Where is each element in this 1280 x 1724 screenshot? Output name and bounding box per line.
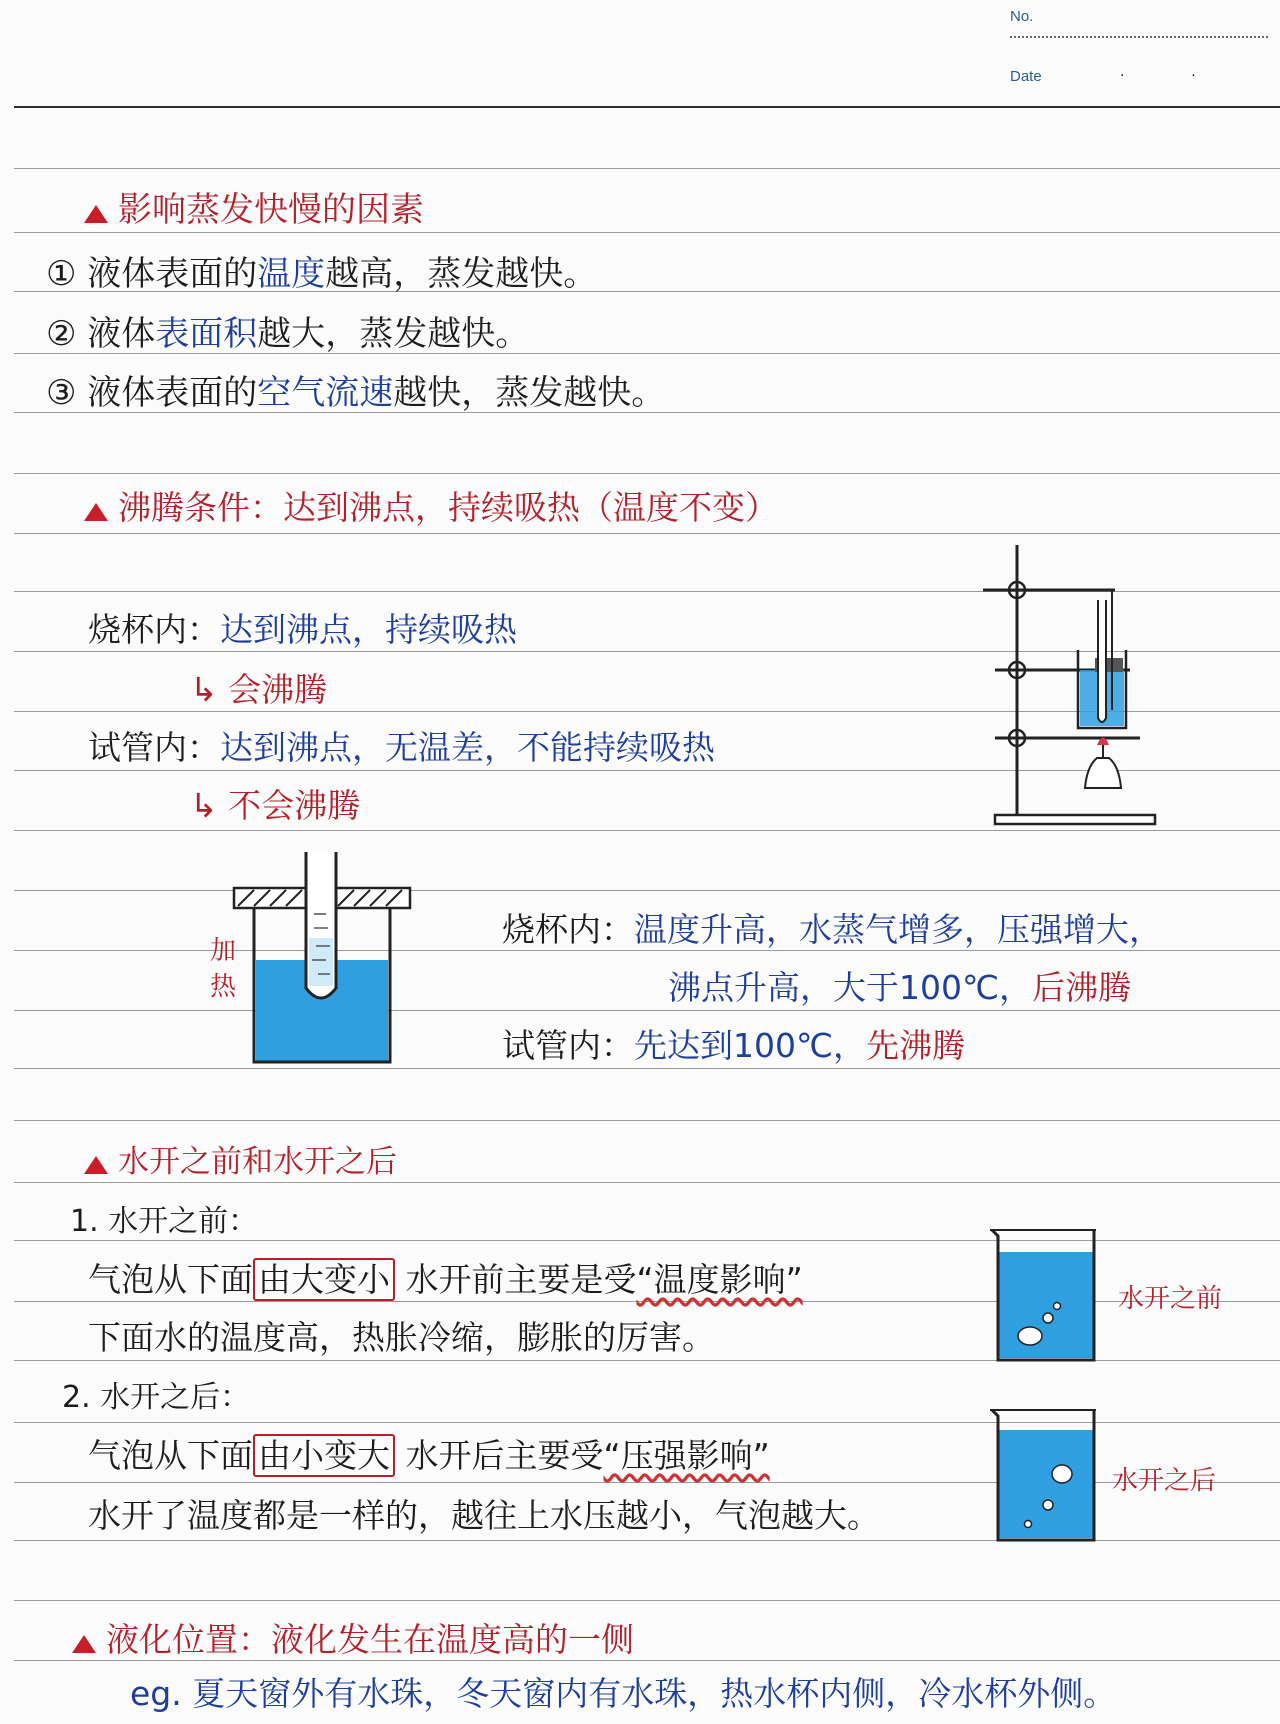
tube-condition-text: 达到沸点，无温差，不能持续吸热 [220,728,715,767]
before-boiling-heading: 1. 水开之前： [70,1204,259,1239]
ruled-line [14,533,1280,534]
iron-stand-apparatus-illustration [975,540,1200,840]
bubble-change-boxed: 由小变大 [253,1434,395,1477]
section-title-text: 影响蒸发快慢的因素 [118,190,424,230]
ruled-line [14,1600,1280,1601]
tube-label: 试管内： [502,1026,634,1065]
section-boiling-title [84,482,778,529]
bubble-text: 水开前主要是受 [405,1260,637,1299]
beaker-condition-line [88,604,517,651]
evaporation-factor-3 [46,365,665,414]
tube-explanation-text: 先达到100℃， [634,1026,867,1065]
item-keyword: 空气流速 [257,373,394,413]
after-boiling-line-2: 水开了温度都是一样的，越往上水压越小，气泡越大。 [88,1496,880,1535]
section-bubbles-title [84,1136,397,1181]
beaker-explanation-line-1 [502,904,1162,951]
triangle-bullet-icon [84,1156,108,1174]
item-text: 液体 [87,314,156,354]
item-text: 越高，蒸发越快。 [325,254,598,294]
section-evaporation-title [84,182,424,231]
triangle-bullet-icon [84,503,108,521]
beaker-label: 烧杯内： [502,910,634,949]
evaporation-factor-1 [46,246,597,295]
before-boiling-line-2: 下面水的温度高，热胀冷缩，膨胀的厉害。 [88,1318,715,1357]
number-dotted-line [1010,36,1268,38]
tube-label: 试管内： [88,728,220,767]
beaker-condition-text: 达到沸点，持续吸热 [220,610,517,649]
before-boiling-beaker-illustration [990,1228,1102,1364]
date-dots: · · [1120,68,1196,84]
after-boiling-line-1 [88,1430,770,1477]
bubble-change-boxed: 由大变小 [253,1258,395,1301]
ruled-line [14,1120,1280,1121]
section-title-text: 水开之前和水开之后 [118,1144,397,1180]
beaker-explanation-text: 沸点升高，大于100℃， [668,968,1033,1007]
item-text: 越快，蒸发越快。 [393,373,666,413]
section-title-text: 沸腾条件：达到沸点，持续吸热（温度不变） [118,488,778,527]
beaker-label: 烧杯内： [88,610,220,649]
section-liquefaction-title [72,1614,634,1661]
ruled-line [14,1010,1280,1011]
beaker-result: ↳ 会沸腾 [190,670,328,709]
beaker-explanation-line-2 [668,962,1131,1009]
after-boiling-heading: 2. 水开之后： [62,1380,251,1415]
date-label: Date [1010,68,1042,85]
tube-conclusion-text: 先沸腾 [866,1026,966,1065]
after-boiling-beaker-illustration [990,1408,1102,1544]
ruled-line [14,1068,1280,1069]
ruled-line [14,1182,1280,1183]
ruled-line [14,890,1280,891]
temperature-effect-quote: “温度影响” [636,1260,803,1299]
before-boiling-line-1 [88,1254,803,1301]
number-label: No. [1010,8,1034,25]
item-keyword: 温度 [257,254,326,294]
after-boiling-figure-label: 水开之后 [1112,1466,1217,1496]
heat-label-1: 加 [210,936,237,966]
ruled-line [14,168,1280,169]
section-title-text: 液化位置：液化发生在温度高的一侧 [106,1620,634,1659]
heat-label-2: 热 [210,972,237,1002]
triangle-bullet-icon [72,1635,96,1653]
liquefaction-examples: eg. 夏天窗外有水珠，冬天窗内有水珠，热水杯内侧，冷水杯外侧。 [130,1674,1117,1713]
ruled-line [14,232,1280,233]
beaker-conclusion-text: 后沸腾 [1032,968,1132,1007]
bubble-text: 水开后主要受 [405,1436,604,1475]
beaker-explanation-text: 温度升高，水蒸气增多，压强增大， [634,910,1162,949]
item-text: 越大，蒸发越快。 [257,314,530,354]
before-boiling-figure-label: 水开之前 [1118,1284,1223,1314]
triangle-bullet-icon [84,205,108,223]
evaporation-factor-2 [46,306,529,355]
tube-explanation-line [502,1020,965,1067]
item-number: ② [46,314,77,354]
item-number: ① [46,254,77,294]
ruled-line [14,473,1280,474]
item-text: 液体表面的 [87,254,258,294]
pressure-effect-quote: “压强影响” [603,1436,770,1475]
tube-result: ↳ 不会沸腾 [190,786,361,825]
item-keyword: 表面积 [155,314,258,354]
item-number: ③ [46,373,77,413]
bubble-text: 气泡从下面 [88,1436,253,1475]
tube-condition-line [88,722,715,769]
beaker-test-tube-illustration [228,848,418,1068]
header-rule [14,106,1280,108]
bubble-text: 气泡从下面 [88,1260,253,1299]
item-text: 液体表面的 [87,373,258,413]
